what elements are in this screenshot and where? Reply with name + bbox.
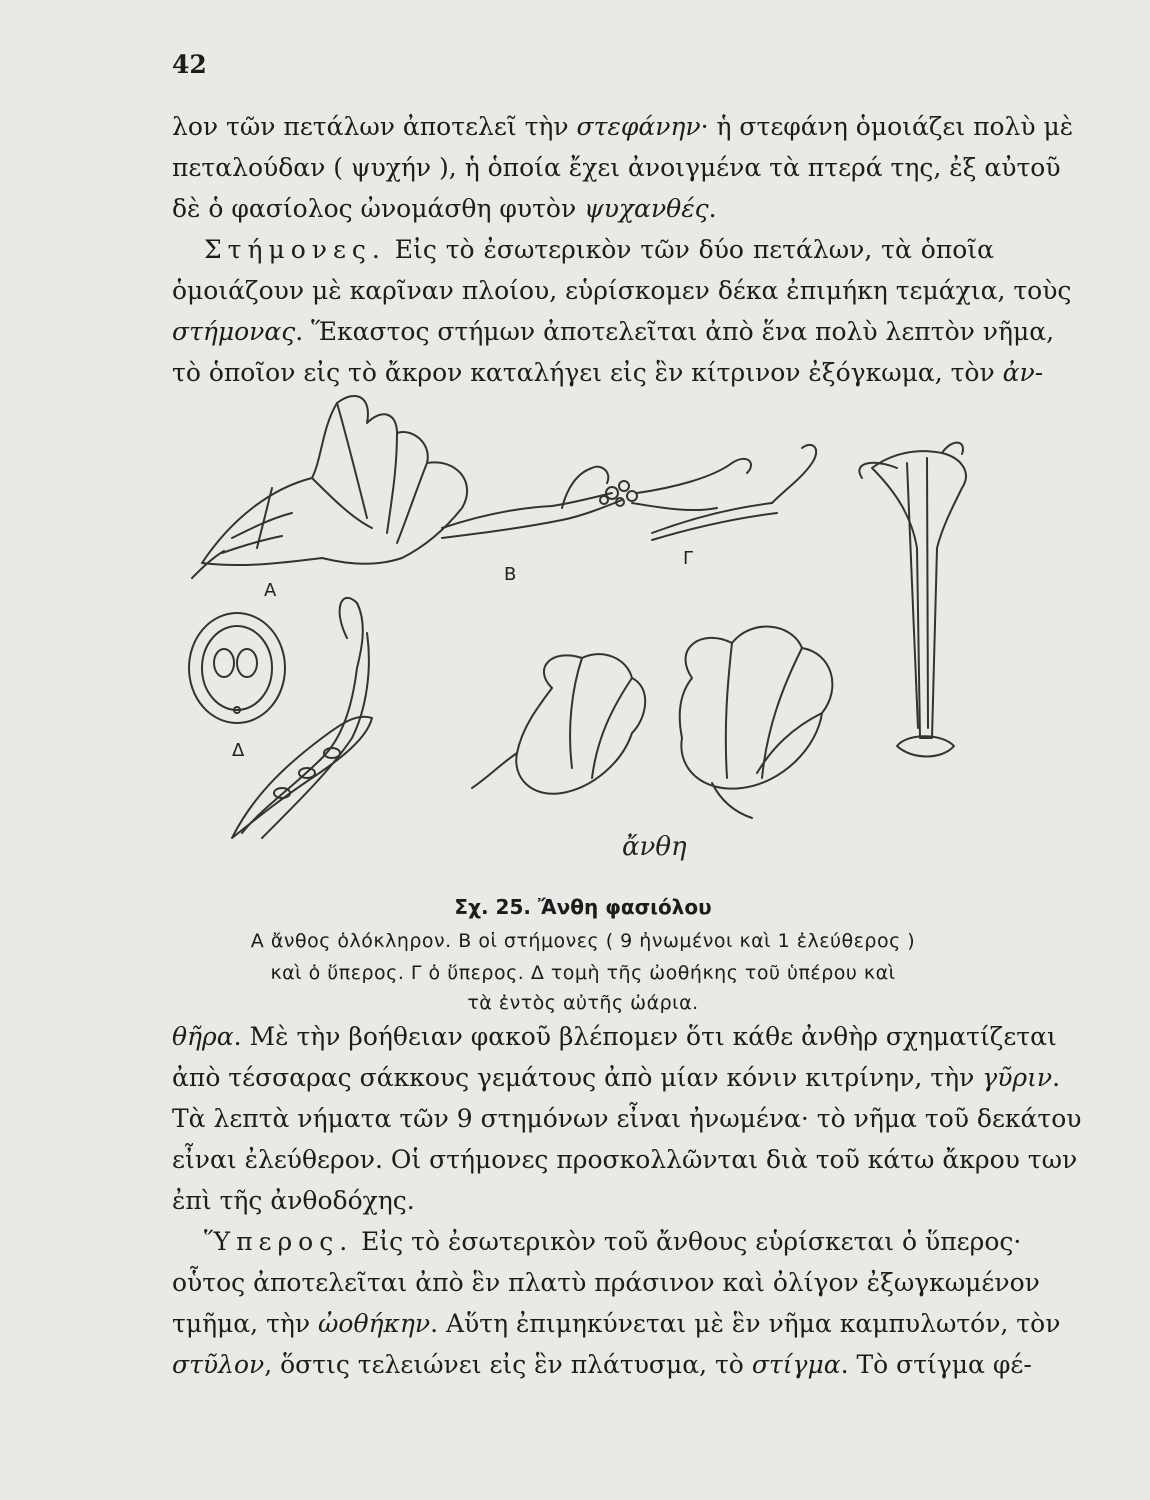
- figure-caption-line: καὶ ὁ ὕπερος. Γ ὁ ὕπερος. Δ τομὴ τῆς ὠοθήκης τοῦ ὑπέρου καὶ: [270, 962, 896, 984]
- text-line: οὗτος ἀποτελεῖται ἀπὸ ἓν πλατὺ πράσινον καὶ ὀλίγον ἐξωγκωμένον: [172, 1268, 1040, 1297]
- flower-drawing-icon: [172, 368, 994, 888]
- text-line: λον τῶν πετάλων ἀποτελεῖ τὴν στεφάνην· ἡ στεφάνη ὁμοιάζει πολὺ μὲ: [172, 112, 1074, 141]
- figure-label-b: Β: [504, 564, 517, 585]
- text-line: ἐπὶ τῆς ἀνθοδόχης.: [172, 1186, 415, 1215]
- section-heading-pistil: Ὕπερος.: [204, 1227, 354, 1256]
- figure-title: ἄνθη: [622, 832, 687, 862]
- text-line: δὲ ὁ φασίολος ὠνομάσθη φυτὸν ψυχανθές.: [172, 194, 717, 223]
- ovary-section-icon: [189, 598, 372, 838]
- text-line: πεταλούδαν ( ψυχήν ), ἡ ὁποία ἔχει ἀνοιγμένα τὰ πτερά της, ἐξ αὐτοῦ: [172, 153, 1061, 182]
- text-line: Στήμονες. Εἰς τὸ ἐσωτερικὸν τῶν δύο πετάλων, τὰ ὁποῖα: [204, 235, 994, 264]
- stamen-column-icon: [859, 443, 966, 757]
- text-line: ὁμοιάζουν μὲ καρῖναν πλοίου, εὑρίσκομεν δέκα ἐπιμήκη τεμάχια, τοὺς: [172, 276, 1072, 305]
- text-line: ἀπὸ τέσσαρας σάκκους γεμάτους ἀπὸ μίαν κόνιν κιτρίνην, τὴν γῦριν.: [172, 1063, 1061, 1092]
- figure-label-a: Α: [264, 580, 277, 601]
- text-line: Ὕπερος. Εἰς τὸ ἐσωτερικὸν τοῦ ἄνθους εὑρίσκεται ὁ ὕπερος·: [204, 1227, 1022, 1256]
- text-line: στῦλον, ὅστις τελειώνει εἰς ἓν πλάτυσμα, τὸ στίγμα. Τὸ στίγμα φέ-: [172, 1350, 1032, 1379]
- text-line: τμῆμα, τὴν ὠοθήκην. Αὕτη ἐπιμηκύνεται μὲ ἓν νῆμα καμπυλωτόν, τὸν: [172, 1309, 1061, 1338]
- text-line: Τὰ λεπτὰ νήματα τῶν 9 στημόνων εἶναι ἠνωμένα· τὸ νῆμα τοῦ δεκάτου: [172, 1104, 1082, 1133]
- figure-caption-title: Σχ. 25. Ἄνθη φασιόλου: [454, 895, 712, 919]
- text-line: στήμονας. Ἕκαστος στήμων ἀποτελεῖται ἀπὸ ἕνα πολὺ λεπτὸν νῆμα,: [172, 317, 1055, 346]
- pistil-icon: [652, 445, 816, 540]
- figure-caption-line: τὰ ἐντὸς αὐτῆς ὠάρια.: [467, 992, 699, 1014]
- page-number: 42: [172, 50, 207, 79]
- text-line: τὸ ὁποῖον εἰς τὸ ἄκρον καταλήγει εἰς ἓν κίτρινον ἐξόγκωμα, τὸν ἀν-: [172, 358, 1044, 387]
- open-flowers-icon: [472, 627, 832, 818]
- figure-caption-line: Α ἄνθος ὁλόκληρον. Β οἱ στήμονες ( 9 ἠνωμένοι καὶ 1 ἐλεύθερος ): [250, 930, 916, 952]
- figure-label-g: Γ: [683, 548, 694, 569]
- top-text-block: [172, 106, 1074, 393]
- bean-flower-illustration: [172, 368, 994, 888]
- figure-label-d: Δ: [232, 740, 245, 761]
- section-heading-stamens: Στήμονες.: [204, 235, 386, 264]
- whole-flower-icon: [192, 396, 467, 578]
- text-line: θῆρα. Μὲ τὴν βοήθειαν φακοῦ βλέπομεν ὅτι κάθε ἀνθὴρ σχηματίζεται: [172, 1022, 1057, 1051]
- text-line: εἶναι ἐλεύθερον. Οἱ στήμονες προσκολλῶνται διὰ τοῦ κάτω ἄκρου των: [172, 1145, 1078, 1174]
- bottom-text-block: [172, 1016, 1082, 1385]
